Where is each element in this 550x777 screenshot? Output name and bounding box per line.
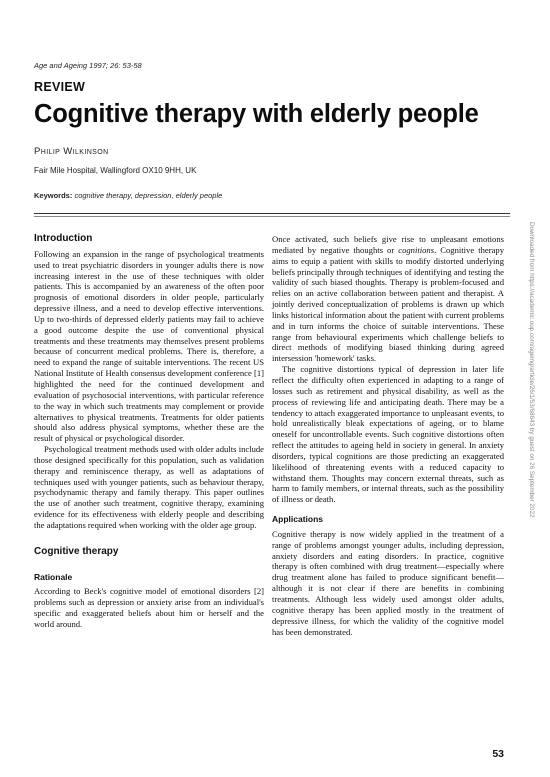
article-type: REVIEW xyxy=(34,80,86,94)
subheading-applications: Applications xyxy=(272,514,324,525)
author-name: Philip Wilkinson xyxy=(34,146,109,157)
keywords-label: Keywords: xyxy=(34,191,73,200)
rationale-emphasis: cognitions xyxy=(398,244,435,255)
author-affiliation: Fair Mile Hospital, Wallingford OX10 9HH, UK xyxy=(34,166,197,175)
journal-citation: Age and Ageing 1997; 26: 53-58 xyxy=(34,61,142,70)
article-title: Cognitive therapy with elderly people xyxy=(34,100,479,128)
download-watermark xyxy=(526,222,536,552)
page-number: 53 xyxy=(492,748,504,760)
keywords xyxy=(34,191,222,200)
intro-paragraph-1: Following an expansion in the range of psychological treatments used to treat psychiatric disorders in younger adults there is now increasing interest in the use of these techniques with older patients. This is accompanied by an awareness of the often poor prognosis of emotional disorders in older people, particularly depressive illness, and a need to develop effective interventions. Up to two-thirds of depressed elderly patients may fail to achieve a good outcome despite the use of conventional physical treatments and these treatments may themselves present problems because of concurrent medical problems. There is, therefore, a need to expand the range of suitable interventions. The recent US National Institute of Health consensus development conference [1] highlighted the need for the continued development and evaluation of psychosocial interventions, with particular reference to the way in which such treatments may complement or provide alternatives to physical treatments. Treatments for older patients should also address physical symptoms, whether these are the result of physical or psychological disorder. xyxy=(34,248,264,444)
rationale-text-start: Once activated, such beliefs give rise to unpleasant emotions mediated by negative thoughts or xyxy=(272,234,504,255)
header-rule-secondary xyxy=(34,216,510,217)
keywords-list: cognitive therapy, depression, elderly people xyxy=(74,191,223,200)
intro-paragraph-2: Psychological treatment methods used with older adults include those designed specifically for this population, such as validation therapy and reminiscence therapy, as well as adaptations of techniques used with younger patients, such as behaviour therapy, psychodynamic therapy and family therapy. This paper outlines the use of another such treatment, cognitive therapy, examining evidence for its effectiveness with elderly people and describing the adaptations required when working with the older age group. xyxy=(34,444,264,530)
section-heading-introduction: Introduction xyxy=(34,233,93,244)
download-watermark-text: Downloaded from https://academic.oup.com/ageing/article/26/1/53/68643 by guest on 26 September 2022 xyxy=(528,222,535,518)
header-rule xyxy=(34,213,510,214)
left-column xyxy=(34,234,264,630)
rationale-paragraph-2 xyxy=(272,234,504,364)
subheading-rationale: Rationale xyxy=(34,571,73,582)
right-column xyxy=(272,234,504,637)
applications-paragraph-1: Cognitive therapy is now widely applied in the treatment of a range of problems amongst younger adults, including depression, anxiety disorders and eating disorders. In practice, cognitive therapy is often combined with drug treatment—especially where drug treatment alone has failed to produce significant benefit—although it is not clear if there are benefits in combining treatments. Although less widely used amongst older adults, cognitive therapy has been applied mostly in the treatment of depressive illness, for which the validity of the cognitive model has been demonstrated. xyxy=(272,528,504,637)
rationale-paragraph-1: According to Beck's cognitive model of emotional disorders [2] problems such as depression or anxiety arise from an individual's specific and exaggerated beliefs about him or herself and the world around. xyxy=(34,586,264,629)
rationale-text-rest: . Cognitive therapy aims to equip a patient with skills to modify distorted underlying beliefs principally through techniques of identifying and testing the validity of such biased thoughts. Therapy is problem-focused and relies on an active collaboration between patient and therapist. A jointly derived conceptualization of problems is drawn up which links historical information about the patient with current problems and in turn informs the choice of suitable interventions. These range from behavioural experiments which challenge beliefs to direct methods of modifying biased thinking during agreed intersession 'homework' tasks. xyxy=(272,244,504,364)
rationale-paragraph-3: The cognitive distortions typical of depression in later life reflect the difficulty often experienced in adapting to a range of losses such as retirement and physical disability, as well as the process of reviewing life and anticipating death. There may be a tendency to attach exaggerated importance to unpleasant events, to hold unrealistically bleak expectations of ageing, or to blame oneself for uncontrollable events. Such cognitive distortions often reflect the attitudes to ageing held in society in general. In anxiety disorders, typical cognitions are those predicting an exaggerated likelihood of threatening events with a reduced capacity to withstand them. Thoughts may concern external threats, such as harm to family members, or internal threats, such as the possibility of illness or death. xyxy=(272,364,504,505)
section-heading-cognitive-therapy: Cognitive therapy xyxy=(34,545,119,557)
